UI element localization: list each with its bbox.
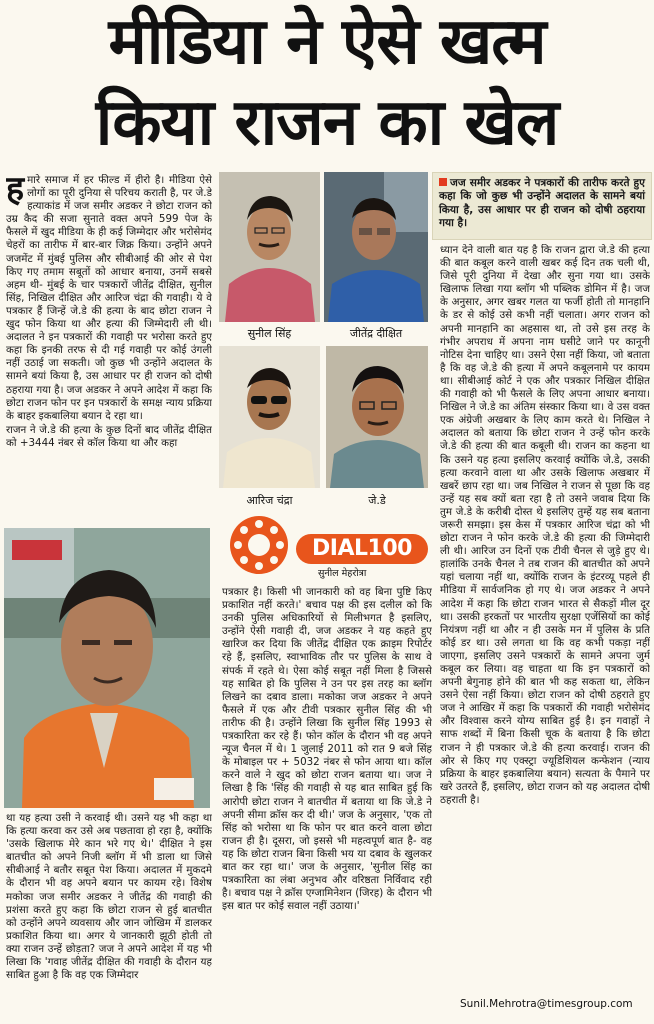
- pull-quote-text: जज समीर अडकर ने पत्रकारों की तारीफ करते हुए कहा कि जो कुछ भी उन्होंने अदालत के सामने बयां किया है, उस आधार पर ही राजन को दोषी ठहराया गया है।: [439, 177, 645, 230]
- ariz-chandra-photo: [219, 346, 320, 488]
- j-dey-photo: [326, 346, 428, 488]
- sunil-singh-photo: [219, 172, 320, 322]
- col2-paragraph: पत्रकार है। किसी भी जानकारी को वह बिना पुष्टि किए प्रकाशित नहीं करते।' बचाव पक्ष की इस दलील को कि उनकी पुलिस अधिकारियों से मिलीभगत है इसलिए, उन्होंने ऐसी गवाही दी, जज अडकर ने यह कहते हुए खारिज कर दिया कि जीतेंद्र दीक्षित एक क्राइम रिपोर्टर रहे हैं, इसलिए, स्वाभाविक तौर पर पुलिस के साथ वे संपर्क में रहते थे। ऐसा कोई सबूत नहीं मिला है जिससे यह साबित हो कि पुलिस ने उन पर इस तरह का ब्लॉग लिखने का दबाव डाला। मकोका जज अडकर ने अपने फैसले में एक और टीवी पत्रकार सुनील सिंह की भी तारीफ की है। उन्होंने लिखा कि सुनील सिंह 1993 से पत्रकारिता कर रहे हैं। फोन कॉल के दौरान भी वह अपने न्यूज चैनल में थे। 1 जुलाई 2011 को रात 9 बजे सिंह के मोबाइल पर + 5032 नंबर से फोन आया था। कॉल करने वाले ने खुद को छोटा राजन बताया था। जज ने लिखा है कि 'सिंह की गवाही से यह बात साबित हुई कि आरोपी छोटा राजन ने बातचीत में बताया था कि जे.डे ने अपनी सीमा क्रॉस कर दी थी।' जज के अनुसार, 'एक तो सिंह को भरोसा था कि फोन पर बात करने वाला छोटा राजन ही है। दूसरा, जो इससे भी महत्वपूर्ण बात है- वह यह कि छोटा राजन बिना किसी भय या दबाव के खुलकर बात कर रहा था।' जज के अनुसार, 'सुनील सिंह का पत्रकारिता का लंबा अनुभव और वरिष्ठता निर्विवाद रही है। बचाव पक्ष ने क्रॉस एग्जामिनेशन (जिरह) के दौरान भी इस बात पर कोई सवाल नहीं उठाया।': [222, 586, 432, 913]
- dial-100-logo: [222, 512, 432, 580]
- headline-line-2: किया राजन का खेल: [95, 86, 559, 160]
- article-column-1-bottom: [6, 812, 212, 1022]
- article-column-2: [222, 586, 432, 1022]
- headline-line-1: मीडिया ने ऐसे खत्म: [108, 5, 546, 79]
- author-email: Sunil.Mehrotra@timesgroup.com: [460, 998, 633, 1010]
- drop-cap: ह: [6, 174, 25, 209]
- dial-100-badge: DIAL100: [296, 534, 428, 564]
- col1-paragraph-1: मारे समाज में हर फील्ड में हीरो है। मीडिया ऐसे लोगों का पूरी दुनिया से परिचय कराती है, पर जे.डे हत्याकांड में जज समीर अडकर ने छोटा राजन को उम्र कैद की सजा सुनाते वक्त अपने 599 पेज के फैसले में खुद मीडिया के ही कई जिम्मेदार और भरोसेमंद चेहरों का तारीफ में बार-बार जिक्र किया। उन्होंने अपने जजमेंट में मुंबई पुलिस और सीबीआई की ओर से पेश किए गए तमाम सबूतों को आधार बनाया, उनमें सबसे अहम थी- मुंबई के चार पत्रकारों जीतेंद्र दीक्षित, सुनील सिंह, निखिल दीक्षित और आरिज चंद्रा की गवाही। ये वे पत्रकार हैं जिन्हें जे.डे की हत्या के बाद छोटा राजन ने खुद फोन किया था और हत्या की जिम्मेदारी ली थी। अदालत ने इन पत्रकारों की गवाही पर भरोसा करते हुए कहा कि इनकी तरफ से दी गई गवाही पर कोई उंगली नहीं उठाई जा सकती। जो कुछ भी उन्होंने अदालत के सामने बयां किया है, उस आधार पर ही राजन को दोषी ठहराया गया है। जज अडकर ने अपने आदेश में कहा कि छोटा राजन फोन पर इन पत्रकारों के समक्ष न्याय प्रक्रिया के बाहर इकबालिया बयान दे रहा था।: [6, 174, 212, 422]
- col1-paragraph-3: था यह हत्या उसी ने करवाई थी। उसने यह भी कहा था कि हत्या करवा कर उसे अब पछतावा हो रहा है, क्योंकि 'उसके खिलाफ मेरे कान भरे गए थे।' दीक्षित ने इस बातचीत को अपने निजी ब्लॉग में भी डाला था जिसे सीबीआई ने बतौर सबूत पेश किया। अदालत में मुकदमे के दौरान भी वह अपने बयान पर कायम रहे। विशेष मकोका जज समीर अडकर ने जीतेंद्र की गवाही की प्रशंसा करते हुए कहा कि छोटा राजन से हुई बातचीत को उन्होंने अपने व्यवसाय और जान जोखिम में डालकर प्रकाशित किया था। अगर ये जानकारी झूठी होती तो क्या राजन उन्हें छोड़ता? जज ने अपने आदेश में यह भी लिखा कि 'गवाह जीतेंद्र दीक्षित की गवाही के दौरान यह साबित हुआ है कि वह एक जिम्मेदार: [6, 812, 212, 982]
- article-column-1-top: [6, 174, 212, 520]
- caption-ariz-chandra: आरिज चंद्रा: [246, 494, 293, 507]
- col1-paragraph-2: राजन ने जे.डे की हत्या के कुछ दिनों बाद जीतेंद्र दीक्षित को +3444 नंबर से कॉल किया था और कहा: [6, 423, 212, 449]
- caption-sunil-singh: सुनील सिंह: [247, 327, 292, 340]
- chhota-rajan-photo: [4, 528, 210, 808]
- phone-dial-icon: [224, 514, 294, 576]
- jitendra-dixit-photo: [324, 172, 428, 322]
- col3-paragraph: ध्यान देने वाली बात यह है कि राजन द्वारा जे.डे की हत्या की बात कबूल करने वाली खबर कई दिन तक चली थी, जिसे पूरी दुनिया में देखा और सुना गया था। उसके खिलाफ लिखा गया ब्लॉग भी पब्लिक डोमिन में है। जज के अनुसार, अगर खबर गलत या फर्जी होती तो मानहानि के डर से कोई उसे कभी नहीं चलाता। अगर राजन को अपनी मानहानि का अहसास था, तो उसे इस तरह के गंभीर अपराध में अपना नाम घसीटे जाने पर कानूनी नोटिस देना चाहिए था। उसने ऐसा नहीं किया, जो बताता है कि वह जे.डे की हत्या में अपने कबूलनामे पर कायम था। सीबीआई कोर्ट ने एक और पत्रकार निखिल दीक्षित की गवाही को भी फैसले के लिए अपना आधार बनाया। निखिल ने जे.डे का अंतिम संस्कार किया था। वे उस वक्त एक अंग्रेजी अखबार के लिए काम करते थे। निखिल ने अदालत को बताया कि छोटा राजन ने उन्हें फोन करके जे.डे की हत्या की बात कबूली थी। राजन का कहना था कि उसने यह हत्या इसलिए करवाई क्योंकि जे.डे, उसकी हत्या करवाने वाला था और उसके खिलाफ अखबार में खबरें छाप रहा था। जब निखिल ने राजन से पूछा कि वह उन्हें यह सब क्यों बता रहा है तो उसने जवाब दिया कि तुम जे.डे के करीबी दोस्त थे इसलिए तुम्हें यह सब बताना जरूरी समझा। इस केस में पत्रकार आरिज चंद्रा को भी छोटा राजन ने फोन करके जे.डे की हत्या की जिम्मेदारी ली थी। आरिज उन दिनों एक टीवी चैनल से जुड़े हुए थे। हालांकि उनके चैनल ने तब राजन की बातचीत को अपने यहां चलाया नहीं था, क्योंकि राजन के इंटरव्यू पहले ही मीडिया में सार्वजनिक हो गए थे। जज अडकर ने अपने आदेश में कहा कि छोटा राजन भारत से सैकड़ों मील दूर था। उसकी हरकतों पर भारतीय सुरक्षा एजेंसियों का कोई नियंत्रण नहीं था और न ही उसके मन में पुलिस के प्रति कोई डर था। उसे लगता था कि वह कभी पकड़ा नहीं जाएगा, इसलिए उसने पत्रकारों के सामने अपना जुर्म कबूल कर लिया। वह चाहता था कि इन पत्रकारों को अपनी बेगुनाह होने की बात भी कह सकता था, लेकिन उसने ऐसा नहीं किया। छोटा राजन को दोषी ठहराते हुए जज ने आखिर में कहा कि पत्रकारों की गवाही भरोसेमंद और विश्वास करने योग्य साबित हुई है। इन गवाहों ने साफ शब्दों में बिना किसी चूक के बताया है कि छोटा राजन ने ही पत्रकार जे.डे की हत्या करवाई। राजन की ओर से किए गए एक्स्ट्रा ज्यूडिशियल कन्फेशन (न्याय प्रक्रिया के बाहर इकबालिया बयान) सत्यता के पैमाने पर खरे उतरते हैं, इसलिए, छोटा राजन को यह अदालत दोषी ठहराती है।: [440, 244, 650, 806]
- quote-marker-icon: [439, 178, 447, 186]
- article-column-3: [440, 244, 650, 990]
- byline: सुनील मेहरोत्रा: [318, 568, 367, 579]
- caption-jitendra-dixit: जीतेंद्र दीक्षित: [349, 327, 403, 340]
- pull-quote: [432, 172, 652, 240]
- caption-j-dey: जे.डे: [368, 494, 386, 507]
